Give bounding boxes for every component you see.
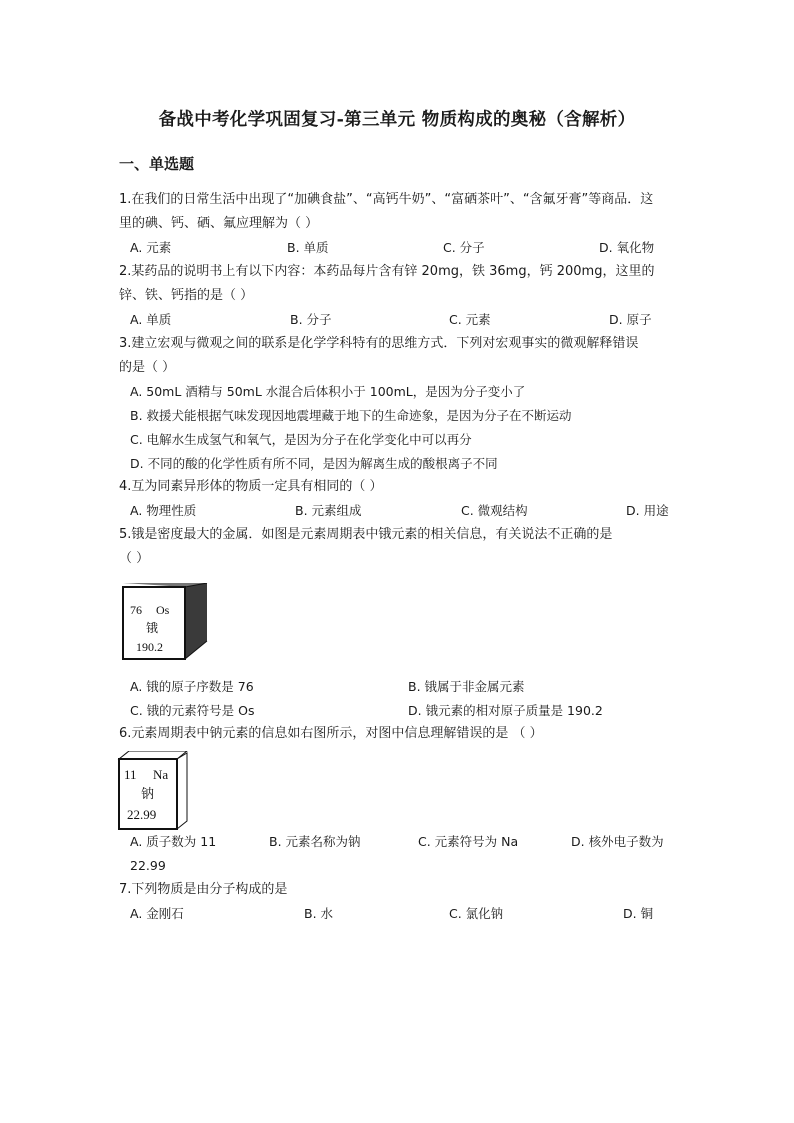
question-5-option-a: A. 锇的原子序数是 76 bbox=[130, 679, 254, 694]
question-5-line-1: 5.锇是密度最大的金属．如图是元素周期表中锇元素的相关信息，有关说法不正确的是 bbox=[119, 527, 613, 542]
question-3-option-a: A. 50mL 酒精与 50mL 水混合后体积小于 100mL，是因为分子变小了 bbox=[130, 384, 526, 399]
question-5-line-2: （ ） bbox=[119, 551, 150, 566]
question-1-line-2: 里的碘、钙、硒、氟应理解为（ ） bbox=[119, 216, 319, 231]
question-2-option-d: D. 原子 bbox=[609, 312, 652, 327]
question-6-option-d: D. 核外电子数为 bbox=[571, 834, 664, 849]
question-6-option-d-continued: 22.99 bbox=[130, 858, 166, 873]
question-3-option-d: D. 不同的酸的化学性质有所不同，是因为解离生成的酸根离子不同 bbox=[130, 456, 498, 471]
question-3-line-1: 3.建立宏观与微观之间的联系是化学学科特有的思维方式．下列对宏观事实的微观解释错误 bbox=[119, 336, 639, 351]
question-2-line-2: 锌、铁、钙指的是（ ） bbox=[119, 288, 254, 303]
question-7-option-a: A. 金刚石 bbox=[130, 906, 184, 921]
question-2-option-c: C. 元素 bbox=[449, 312, 491, 327]
question-2-option-a: A. 单质 bbox=[130, 312, 172, 327]
question-3-option-b: B. 救援犬能根据气味发现因地震埋藏于地下的生命迹象，是因为分子在不断运动 bbox=[130, 408, 572, 423]
tile-side-face bbox=[177, 753, 187, 829]
tile-side-face bbox=[185, 583, 207, 659]
element-symbol: Na bbox=[153, 767, 169, 782]
question-4-option-a: A. 物理性质 bbox=[130, 503, 197, 518]
document-title: 备战中考化学巩固复习-第三单元 物质构成的奥秘（含解析） bbox=[158, 110, 636, 130]
element-symbol: Os bbox=[156, 603, 170, 617]
question-7-line-1: 7.下列物质是由分子构成的是 bbox=[119, 882, 288, 897]
question-4-line-1: 4.互为同素异形体的物质一定具有相同的（ ） bbox=[119, 479, 383, 494]
question-6-option-c: C. 元素符号为 Na bbox=[418, 834, 519, 849]
question-1-option-d: D. 氧化物 bbox=[599, 240, 655, 255]
tile-top-face bbox=[119, 751, 187, 759]
question-5-option-d: D. 锇元素的相对原子质量是 190.2 bbox=[408, 703, 603, 718]
question-1-line-1: 1.在我们的日常生活中出现了“加碘食盐”、“高钙牛奶”、“富硒茶叶”、“含氟牙膏”等商品．这 bbox=[119, 192, 654, 207]
question-6-option-a: A. 质子数为 11 bbox=[130, 834, 217, 849]
question-1-option-a: A. 元素 bbox=[130, 240, 172, 255]
question-1-option-c: C. 分子 bbox=[443, 240, 485, 255]
question-5-option-b: B. 锇属于非金属元素 bbox=[408, 679, 525, 694]
question-5-option-c: C. 锇的元素符号是 Os bbox=[130, 703, 255, 718]
question-3-line-2: 的是（ ） bbox=[119, 360, 176, 375]
question-6-line-1: 6.元素周期表中钠元素的信息如右图所示，对图中信息理解错误的是 （ ） bbox=[119, 726, 543, 741]
section-heading: 一、单选题 bbox=[119, 155, 195, 173]
element-name: 钠 bbox=[141, 786, 155, 801]
question-6-option-b: B. 元素名称为钠 bbox=[269, 834, 361, 849]
question-7-option-d: D. 铜 bbox=[623, 906, 654, 921]
question-4-option-c: C. 微观结构 bbox=[461, 503, 528, 518]
element-atomic-number: 11 bbox=[124, 767, 137, 782]
question-1-option-b: B. 单质 bbox=[287, 240, 329, 255]
question-7-option-c: C. 氯化钠 bbox=[449, 906, 504, 921]
question-2-line-1: 2.某药品的说明书上有以下内容：本药品每片含有锌 20mg，铁 36mg，钙 200mg，这里的 bbox=[119, 264, 655, 279]
question-2-option-b: B. 分子 bbox=[290, 312, 332, 327]
element-name: 锇 bbox=[146, 621, 159, 635]
question-3-option-c: C. 电解水生成氢气和氧气，是因为分子在化学变化中可以再分 bbox=[130, 432, 472, 447]
element-atomic-mass: 22.99 bbox=[127, 807, 157, 822]
sodium-element-tile bbox=[117, 751, 191, 831]
osmium-element-tile bbox=[119, 583, 209, 663]
question-4-option-b: B. 元素组成 bbox=[295, 503, 362, 518]
question-7-option-b: B. 水 bbox=[304, 906, 334, 921]
element-atomic-mass: 190.2 bbox=[136, 640, 163, 654]
question-4-option-d: D. 用途 bbox=[626, 503, 669, 518]
element-atomic-number: 76 bbox=[130, 603, 142, 617]
